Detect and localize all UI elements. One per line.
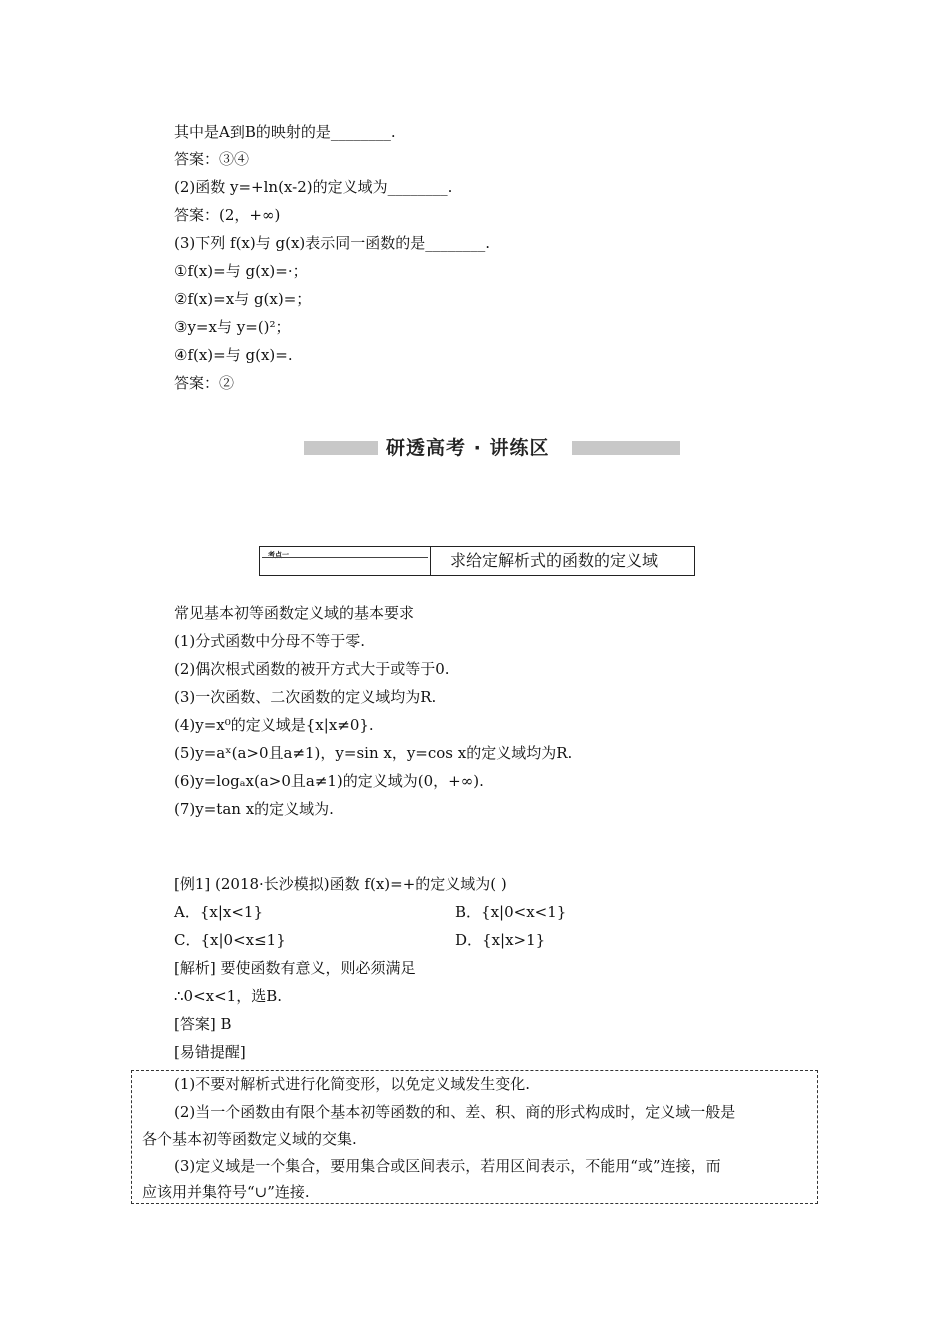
- rule-item: (3)一次函数、二次函数的定义域均为R.: [174, 688, 437, 706]
- tip-line: 应该用并集符号“∪”连接.: [142, 1183, 310, 1201]
- q3-option-4: ④f(x)=与 g(x)=.: [174, 346, 293, 364]
- topic-divider: [430, 547, 431, 575]
- rule-item: (1)分式函数中分母不等于零.: [174, 632, 366, 650]
- q3-question: (3)下列 f(x)与 g(x)表示同一函数的是________.: [174, 234, 491, 252]
- choice-b: B．{x|0<x<1}: [455, 903, 567, 921]
- rule-item: (6)y=logₐx(a>0且a≠1)的定义域为(0，+∞).: [174, 772, 484, 790]
- q1-answer: 答案：③④: [174, 150, 250, 168]
- topic-header: [259, 546, 695, 576]
- example-analysis: [解析] 要使函数有意义，则必须满足: [174, 959, 416, 977]
- topic-title: 求给定解析式的函数的定义域: [450, 551, 659, 570]
- banner-bar-left: [304, 441, 378, 455]
- tip-line: (2)当一个函数由有限个基本初等函数的和、差、积、商的形式构成时，定义域一般是: [174, 1103, 736, 1121]
- q2-answer: 答案：(2，+∞): [174, 206, 281, 224]
- tip-line: (1)不要对解析式进行化简变形，以免定义域发生变化.: [174, 1075, 531, 1093]
- q2-question: (2)函数 y=+ln(x-2)的定义域为________.: [174, 178, 453, 196]
- q3-option-3: ③y=x与 y=()²；: [174, 318, 291, 336]
- q3-option-2: ②f(x)=x与 g(x)=；: [174, 290, 312, 308]
- rule-item: (4)y=x⁰的定义域是{x|x≠0}.: [174, 716, 374, 734]
- choice-d: D．{x|x>1}: [455, 931, 546, 949]
- choice-a: A．{x|x<1}: [174, 903, 264, 921]
- choice-c: C．{x|0<x≤1}: [174, 931, 286, 949]
- banner-title: 研透高考 · 讲练区: [386, 437, 550, 459]
- banner-bar-right: [572, 441, 680, 455]
- section-banner: [304, 436, 680, 460]
- q1-tail: 其中是A到B的映射的是________.: [174, 123, 396, 141]
- tip-line: 各个基本初等函数定义域的交集.: [142, 1130, 357, 1148]
- example-answer: [答案] B: [174, 1015, 232, 1033]
- tip-line: (3)定义域是一个集合，要用集合或区间表示，若用区间表示，不能用“或”连接，而: [174, 1157, 721, 1175]
- rules-heading: 常见基本初等函数定义域的基本要求: [174, 604, 415, 622]
- rule-item: (7)y=tan x的定义域为.: [174, 800, 334, 818]
- q3-answer: 答案：②: [174, 374, 235, 392]
- rule-item: (2)偶次根式函数的被开方式大于或等于0.: [174, 660, 450, 678]
- example-conclusion: ∴0<x<1，选B.: [174, 987, 283, 1005]
- tip-heading: [易错提醒]: [174, 1043, 246, 1061]
- topic-tag-underline: [262, 557, 428, 558]
- example-stem: [例1] (2018·长沙模拟)函数 f(x)=+的定义域为( ): [174, 875, 507, 893]
- topic-tag: 考点一: [268, 551, 289, 559]
- rule-item: (5)y=aˣ(a>0且a≠1)，y=sin x，y=cos x的定义域均为R.: [174, 744, 573, 762]
- q3-option-1: ①f(x)=与 g(x)=·；: [174, 262, 308, 280]
- tips-box: [131, 1070, 818, 1204]
